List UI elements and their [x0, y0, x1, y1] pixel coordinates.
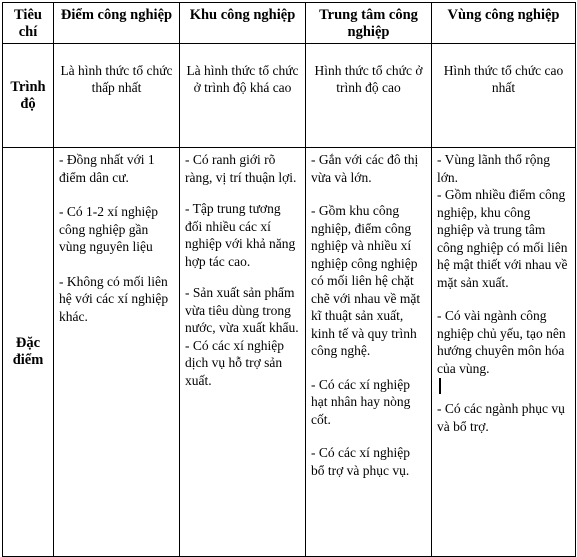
- header-industrial-center: Trung tâm công nghiệp: [306, 3, 432, 44]
- feature-cell-point: [54, 148, 180, 557]
- feature-item: - Sản xuất sản phẩm vừa tiêu dùng trong nước, vừa xuất khẩu.: [185, 285, 299, 335]
- header-row: [3, 3, 576, 44]
- feature-cell-region: [432, 148, 576, 557]
- comparison-table: [2, 2, 576, 557]
- feature-item: - Có vài ngành công nghiệp chủ yếu, tạo nên hướng chuyên môn hóa của vùng.: [437, 308, 566, 376]
- feature-item: - Có các ngành phục vụ và bổ trợ.: [437, 401, 565, 434]
- feature-item: - Không có mối liên hệ với các xí nghiệp khác.: [59, 273, 169, 324]
- header-industrial-region: Vùng công nghiệp: [432, 3, 576, 44]
- feature-item: - Có các xí nghiệp bổ trợ và phục vụ.: [311, 445, 410, 478]
- feature-item: - Gồm nhiều điểm công nghiệp, khu công nghiệp và trung tâm công nghiệp có mối liên hệ mật thiết với nhau về mặt sản xuất.: [437, 187, 568, 290]
- feature-item: - Có 1-2 xí nghiệp công nghiệp gần vùng nguyên liệu: [59, 204, 158, 254]
- level-cell-center: Hình thức tổ chức ở trình độ cao: [306, 44, 432, 148]
- header-industrial-point: Điểm công nghiệp: [54, 3, 180, 44]
- header-industrial-zone: Khu công nghiệp: [180, 3, 306, 44]
- level-criterion: Trình độ: [3, 44, 54, 148]
- feature-criterion: Đặc điểm: [3, 148, 54, 557]
- feature-item: - Tập trung tương đối nhiều các xí nghiệp với khả năng hợp tác cao.: [185, 201, 296, 269]
- feature-item: - Có các xí nghiệp hạt nhân hay nòng cốt.: [311, 376, 411, 427]
- level-row: [3, 44, 576, 148]
- feature-cell-center: [306, 148, 432, 557]
- level-cell-zone: Là hình thức tổ chức ở trình độ khá cao: [180, 44, 306, 148]
- header-criterion: Tiêu chí: [3, 3, 54, 44]
- text-cursor: [439, 378, 441, 394]
- feature-cell-zone: [180, 148, 306, 557]
- level-cell-point: Là hình thức tổ chức thấp nhất: [54, 44, 180, 148]
- feature-item: - Vùng lãnh thổ rộng lớn.: [437, 152, 550, 185]
- feature-item: - Gồm khu công nghiệp, điểm công nghiệp và nhiều xí nghiệp công nghiệp có mối liên hệ chặt chẽ với nhau về mặt kĩ thuật sản xuất, kinh tế và quy trình công nghệ.: [311, 203, 421, 358]
- feature-item: - Gắn với các đô thị vừa và lớn.: [311, 152, 419, 185]
- level-cell-region: Hình thức tổ chức cao nhất: [432, 44, 576, 148]
- feature-item: - Đồng nhất với 1 điểm dân cư.: [59, 152, 155, 185]
- feature-item: - Có ranh giới rõ ràng, vị trí thuận lợi.: [185, 152, 297, 185]
- feature-row: [3, 148, 576, 557]
- feature-item: - Có các xí nghiệp dịch vụ hỗ trợ sản xuất.: [185, 337, 284, 388]
